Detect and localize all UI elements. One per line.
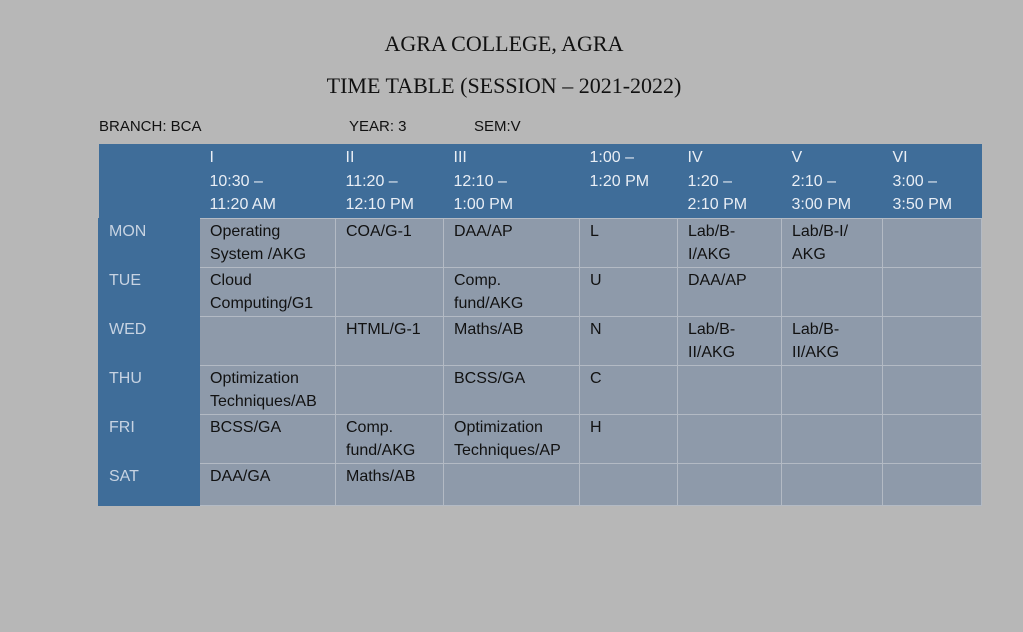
header-line: 12:10 PM — [345, 196, 414, 213]
cell-line: Maths/AB — [454, 320, 524, 338]
class-cell — [336, 463, 444, 505]
cell-line: L — [590, 222, 599, 240]
header-line: 2:10 – — [791, 172, 836, 190]
cell-line: Lab/B- — [688, 320, 736, 338]
header-line: IV — [687, 149, 703, 166]
header-line: II — [345, 149, 355, 166]
cell-line: Techniques/AB — [210, 393, 317, 410]
cell-line: N — [590, 320, 602, 338]
cell-line: I/AKG — [688, 246, 731, 263]
header-line: 11:20 AM — [209, 196, 276, 213]
header-line — [109, 146, 194, 170]
class-cell — [782, 267, 883, 316]
class-cell — [678, 267, 782, 316]
cell-line: Lab/B-I/ — [792, 222, 849, 240]
class-cell — [444, 218, 580, 267]
cell-line: Cloud — [210, 271, 252, 289]
day-row-sat — [99, 463, 982, 505]
class-cell — [336, 218, 444, 267]
header-line — [109, 170, 194, 194]
class-cell — [200, 218, 336, 267]
class-cell — [200, 414, 336, 463]
header-line: 3:00 PM — [791, 196, 852, 213]
lunch-cell — [580, 365, 678, 414]
timetable-title: TIME TABLE (SESSION – 2021-2022) — [326, 73, 682, 98]
class-cell — [336, 365, 444, 414]
header-line: 1:20 – — [687, 172, 732, 190]
cell-line: fund/AKG — [454, 295, 524, 312]
class-cell — [200, 365, 336, 414]
class-cell — [782, 218, 883, 267]
cell-line: DAA/GA — [210, 467, 271, 485]
class-cell — [444, 463, 580, 505]
period-header-2 — [336, 144, 444, 218]
cell-line: C — [590, 369, 602, 387]
header-line: III — [453, 149, 467, 166]
day-row-tue — [99, 267, 982, 316]
cell-line: Maths/AB — [346, 467, 416, 485]
class-cell — [444, 365, 580, 414]
class-cell — [678, 463, 782, 505]
cell-line: BCSS/GA — [210, 418, 282, 436]
lunch-cell — [580, 218, 678, 267]
cell-line: AKG — [792, 246, 826, 263]
class-cell — [883, 414, 982, 463]
class-cell — [200, 463, 336, 505]
cell-line: U — [590, 271, 602, 289]
cell-line: DAA/AP — [688, 271, 747, 289]
day-label: MON — [99, 218, 200, 267]
semester-label: SEM:V — [474, 118, 521, 135]
cell-line: Optimization — [454, 418, 543, 436]
cell-line: Optimization — [210, 369, 299, 387]
lunch-cell — [580, 316, 678, 365]
day-row-fri — [99, 414, 982, 463]
timetable-grid — [98, 144, 982, 506]
period-header-row — [99, 144, 982, 218]
class-cell — [782, 365, 883, 414]
class-cell — [200, 267, 336, 316]
class-cell — [782, 463, 883, 505]
cell-line: II/AKG — [792, 344, 840, 361]
day-row-wed — [99, 316, 982, 365]
header-line — [590, 193, 672, 217]
class-cell — [883, 365, 982, 414]
class-cell — [444, 267, 580, 316]
period-header-5 — [678, 144, 782, 218]
header-line — [109, 193, 194, 217]
lunch-cell — [580, 267, 678, 316]
day-label: THU — [99, 365, 200, 414]
period-header-7 — [883, 144, 982, 218]
cell-line: Techniques/AP — [454, 442, 561, 459]
class-cell — [883, 463, 982, 505]
class-cell — [883, 267, 982, 316]
class-cell — [678, 365, 782, 414]
class-cell — [336, 316, 444, 365]
class-cell — [336, 267, 444, 316]
day-row-thu — [99, 365, 982, 414]
cell-line: II/AKG — [688, 344, 736, 361]
cell-line: COA/G-1 — [346, 222, 412, 240]
header-line: 2:10 PM — [687, 196, 748, 213]
class-cell — [200, 316, 336, 365]
corner-header-cell — [99, 144, 200, 218]
header-line: V — [791, 149, 803, 166]
cell-line: System /AKG — [210, 246, 307, 263]
class-cell — [883, 218, 982, 267]
lunch-period-header — [580, 144, 678, 218]
lunch-cell — [580, 463, 678, 505]
period-header-1 — [200, 144, 336, 218]
class-cell — [782, 316, 883, 365]
day-row-mon — [99, 218, 982, 267]
header-line: 1:00 PM — [453, 196, 514, 213]
lunch-cell — [580, 414, 678, 463]
header-line: 1:00 – — [589, 149, 634, 166]
header-line: 1:20 PM — [589, 172, 650, 190]
header-line: I — [209, 149, 214, 166]
header-line: 3:50 PM — [892, 196, 953, 213]
college-title: AGRA COLLEGE, AGRA — [384, 31, 624, 56]
day-label: SAT — [99, 463, 200, 505]
day-label: WED — [99, 316, 200, 365]
day-label: TUE — [99, 267, 200, 316]
header-line: VI — [892, 149, 908, 166]
cell-line: HTML/G-1 — [346, 320, 421, 338]
cell-line: DAA/AP — [454, 222, 513, 240]
cell-line: Operating — [210, 222, 281, 240]
class-cell — [444, 414, 580, 463]
class-cell — [782, 414, 883, 463]
cell-line: Computing/G1 — [210, 295, 314, 312]
day-label: FRI — [99, 414, 200, 463]
cell-line: Lab/B- — [688, 222, 736, 240]
class-cell — [678, 316, 782, 365]
branch-label: BRANCH: BCA — [99, 118, 202, 135]
cell-line: H — [590, 418, 602, 436]
header-line: 3:00 – — [892, 172, 937, 190]
cell-line: Lab/B- — [792, 320, 840, 338]
cell-line: Comp. — [346, 418, 394, 436]
year-label: YEAR: 3 — [349, 118, 407, 135]
period-header-6 — [782, 144, 883, 218]
cell-line: BCSS/GA — [454, 369, 526, 387]
header-line: 12:10 – — [453, 172, 507, 190]
cell-line: Comp. — [454, 271, 502, 289]
class-cell — [883, 316, 982, 365]
header-line: 11:20 – — [345, 172, 398, 190]
class-cell — [678, 414, 782, 463]
header-line: 10:30 – — [209, 172, 263, 190]
cell-line: fund/AKG — [346, 442, 416, 459]
class-cell — [444, 316, 580, 365]
class-cell — [678, 218, 782, 267]
class-cell — [336, 414, 444, 463]
period-header-3 — [444, 144, 580, 218]
